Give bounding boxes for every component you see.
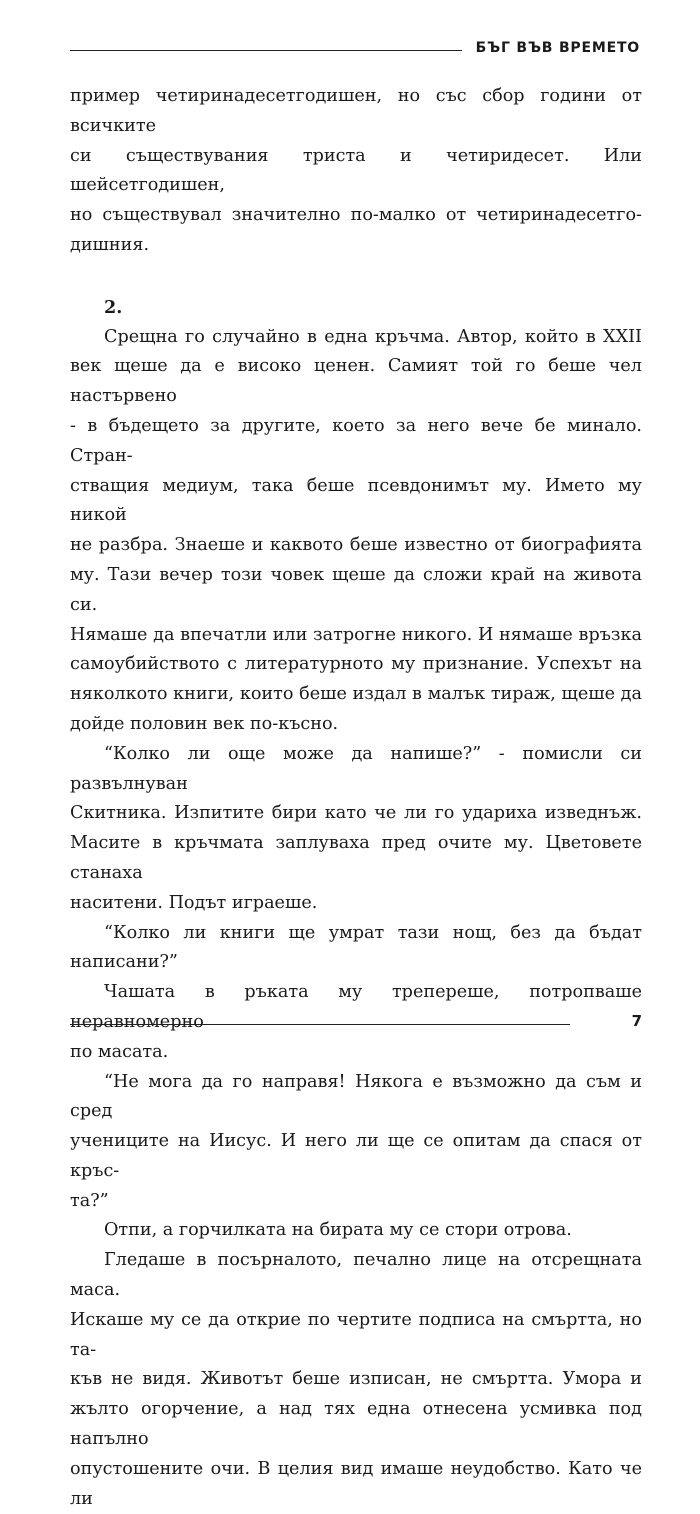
running-title: БЪГ ВЪВ ВРЕМЕТО: [475, 40, 640, 56]
text-line: но съществувал значително по-малко от четиринадесетго-: [70, 205, 642, 226]
text-line: дойде половин век по-късно.: [70, 713, 339, 734]
page-body: [70, 82, 642, 1514]
page-footer: [70, 1010, 642, 1036]
paragraph: [70, 1246, 642, 1514]
text-line: “Колко ли книги ще умрат тази нощ, без да бъдат написани?”: [70, 922, 642, 973]
text-line: Нямаше да впечатли или затрогне никого. И нямаше връзка: [70, 624, 642, 645]
text-line: не разбра. Знаеше и каквото беше известно от биографията: [70, 535, 642, 556]
footer-rule: [70, 1024, 570, 1025]
page-number: 7: [631, 1012, 642, 1030]
text-line: стващия медиум, така беше псевдонимът му. Името му никой: [70, 475, 642, 526]
text-line: си съществувания триста и четиридесет. Или шейсетгодишен,: [70, 145, 642, 196]
running-header: [70, 38, 640, 62]
text-line: Срещна го случайно в една кръчма. Автор, който в XXII: [104, 326, 642, 347]
text-line: век щеше да е високо ценен. Самият той го беше чел настървено: [70, 356, 642, 407]
paragraph: [70, 919, 642, 979]
paragraph: [70, 740, 642, 919]
intro-paragraph: [70, 82, 642, 261]
paragraph: [70, 1068, 642, 1217]
section-number: 2.: [104, 296, 123, 318]
text-line: пример четиринадесетгодишен, но със сбор години от всичките: [70, 86, 642, 136]
text-line: “Колко ли още може да напише?” - помисли си развълнуван: [70, 743, 642, 794]
header-rule: [70, 50, 462, 51]
text-line: къв не видя. Животът беше изписан, не смъртта. Умора и: [70, 1369, 642, 1390]
text-line: няколкото книги, които беше издал в малък тираж, щеше да: [70, 684, 642, 705]
text-line: опустошените очи. В целия вид имаше неудобство. Като че ли: [70, 1458, 642, 1509]
paragraph: [70, 1216, 642, 1246]
text-line: - в бъдещето за другите, което за него вече бе минало. Стран-: [70, 415, 642, 466]
paragraph: [70, 323, 642, 740]
text-line: учениците на Иисус. И него ли ще се опитам да спася от кръс-: [70, 1131, 642, 1181]
text-line: наситени. Подът играеше.: [70, 892, 318, 913]
text-line: самоубийството с литературното му признание. Успехът на: [70, 654, 642, 675]
text-line: Скитника. Изпитите бири като че ли го удариха изведнъж.: [70, 803, 642, 824]
text-line: по масата.: [70, 1041, 169, 1062]
text-line: та?”: [70, 1190, 109, 1211]
text-line: Гледаше в посърналото, печално лице на отсрещната маса.: [70, 1250, 642, 1301]
text-line: му. Тази вечер този човек щеше да сложи край на живота си.: [70, 564, 642, 615]
text-line: дишния.: [70, 234, 150, 255]
text-line: Отпи, а горчилката на бирата му се стори отрова.: [104, 1220, 572, 1241]
text-line: “Не мога да го направя! Някога е възможно да съм и сред: [70, 1071, 642, 1122]
text-line: жълто огорчение, а над тях една отнесена усмивка под напълно: [70, 1399, 642, 1450]
text-line: Искаше му се да открие по чертите подписа на смъртта, но та-: [70, 1309, 642, 1360]
text-line: Масите в кръчмата заплуваха пред очите му. Цветовете станаха: [70, 833, 642, 883]
text-line: Чашата в ръката му трепереше, потропваше неравномерно: [70, 982, 642, 1032]
